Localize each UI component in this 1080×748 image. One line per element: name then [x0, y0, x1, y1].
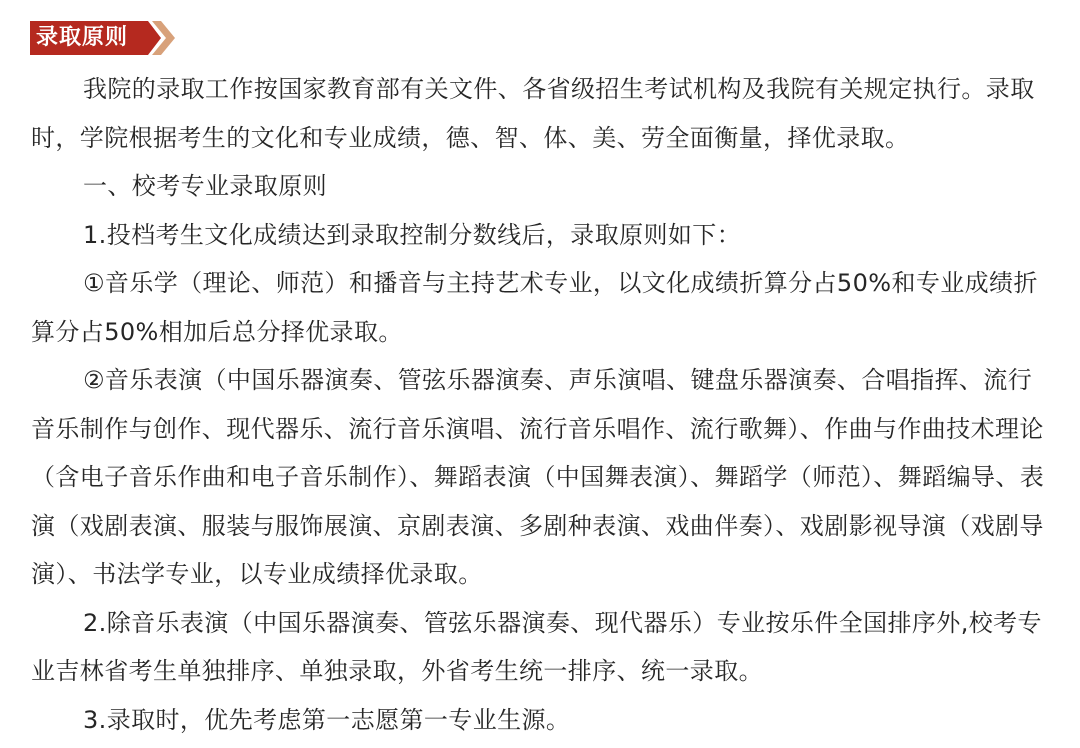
paragraph-rule-1-item-2: ②音乐表演（中国乐器演奏、管弦乐器演奏、声乐演唱、键盘乐器演奏、合唱指挥、流行音乐制作与创作、现代器乐、流行音乐演唱、流行音乐唱作、流行歌舞）、作曲与作曲技术理论（含电子音乐作曲和电子音乐制作）、舞蹈表演（中国舞表演）、舞蹈学（师范）、舞蹈编导、表演（戏剧表演、服装与服饰展演、京剧表演、多剧种表演、戏曲伴奏）、戏剧影视导演（戏剧导演）、书法学专业，以专业成绩择优录取。 — [31, 366, 1045, 588]
section-header-tag — [30, 20, 176, 56]
paragraph-rule-1: 1.投档考生文化成绩达到录取控制分数线后，录取原则如下： — [83, 220, 742, 249]
paragraph-rule-1-item-1: ①音乐学（理论、师范）和播音与主持艺术专业，以文化成绩折算分占50%和专业成绩折算分占50%相加后总分择优录取。 — [31, 269, 1038, 346]
paragraph-rule-3: 3.录取时，优先考虑第一志愿第一专业生源。 — [83, 705, 571, 734]
section-title: 录取原则 — [36, 25, 129, 50]
body-text — [31, 65, 1055, 744]
paragraph-intro: 我院的录取工作按国家教育部有关文件、各省级招生考试机构及我院有关规定执行。录取时，学院根据考生的文化和专业成绩，德、智、体、美、劳全面衡量，择优录取。 — [31, 75, 1035, 152]
paragraph-heading-school-exam: 一、校考专业录取原则 — [83, 172, 327, 200]
paragraph-rule-2: 2.除音乐表演（中国乐器演奏、管弦乐器演奏、现代器乐）专业按乐件全国排序外,校考专业吉林省考生单独排序、单独录取，外省考生统一排序、统一录取。 — [31, 608, 1042, 685]
